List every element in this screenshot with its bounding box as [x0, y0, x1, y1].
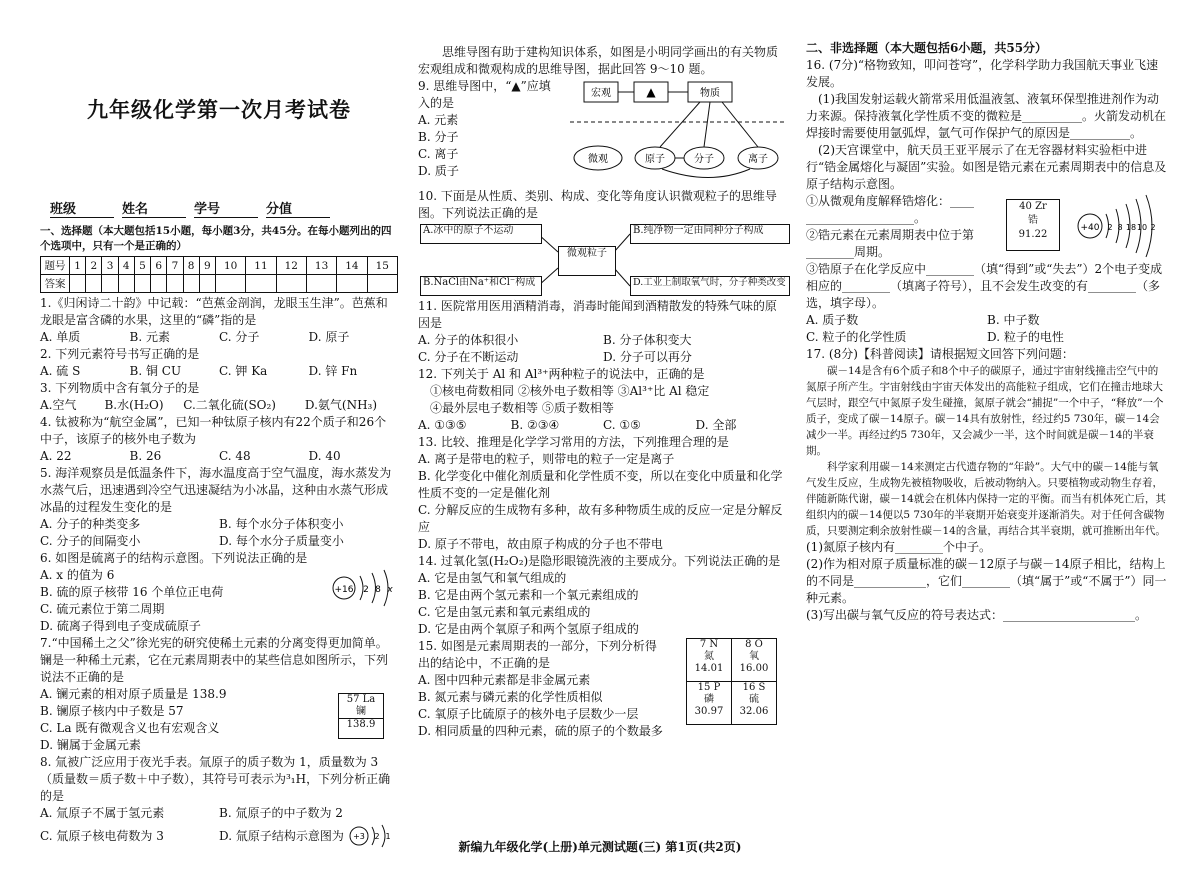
cell-mass: 16.00 — [739, 663, 769, 674]
cell-mass: 91.22 — [1018, 229, 1048, 240]
q16-s2: ②锆元素在元素周期表中位于第________周期。 — [806, 228, 975, 259]
zirconium-atom-diagram — [1076, 193, 1166, 259]
q5-stem: 5. 海洋观察员是低温条件下，海水温度高于空气温度，海水蒸发为水蒸气后，迅速遇到冷空气迅速凝结为小冰晶，这种由水蒸气形成冰晶的过程发生变化的是 — [40, 466, 392, 514]
option[interactable]: B. 化学变化中催化剂质量和化学性质不变，所以在变化中质量和化学性质不变的一定是催化剂 — [418, 469, 783, 500]
nucleus-label: +16 — [334, 585, 354, 595]
q16-s3: ③锆原子在化学反应中________（填“得到”或“失去”）2个电子变成相应的________（填离子符号），且不会发生改变的有________（多选，填字母）。 — [806, 262, 1163, 310]
q16-head: 16. (7分)“格物致知，叩问苍穹”，化学科学助力我国航天事业飞速发展。 — [806, 58, 1159, 89]
column-left — [40, 0, 398, 845]
option[interactable]: A. 质子数 — [806, 313, 859, 327]
shell-label: 2 — [1150, 223, 1156, 232]
nucleus-label: +3 — [353, 832, 365, 841]
option[interactable]: C. 48 — [219, 449, 251, 463]
q17-a2: (2)作为相对原子质量标准的碳－12原子与碳－14原子相比，结构上的不同是____________，它们________（填“属于”或“不属于”）同一种元素。 — [806, 557, 1167, 605]
q15-stem: 15. 如图是元素周期表的一部分，下列分析得出的结论中，不正确的是 — [418, 639, 657, 670]
q4-options — [40, 448, 398, 465]
option[interactable]: D. 镧属于金属元素 — [40, 738, 141, 752]
option[interactable]: B. 硫的原子核带 16 个单位正电荷 — [40, 585, 224, 599]
q16-p2: (2)天宫课堂中，航天员王亚平展示了在无容器材料实验柜中进行“锆金属熔化与凝固”实验。如图是锆元素在元素周期表中的信息及原子结构示意图。 — [806, 143, 1167, 191]
shell-label: 1 — [385, 832, 391, 841]
page-footer: 新编九年级化学(上册)单元测试题(三) 第1页(共2页) — [458, 840, 742, 854]
q5-options — [40, 516, 398, 550]
option[interactable]: A.空气 — [40, 398, 77, 412]
periodic-cell-s — [731, 681, 777, 725]
cell-mass: 30.97 — [694, 706, 724, 717]
option[interactable]: D. 原子 — [308, 330, 350, 344]
table-cell: 1 — [70, 257, 86, 275]
q3-options — [40, 397, 398, 414]
option[interactable]: D.氨气(NH₃) — [304, 398, 378, 412]
concept-map-diagram — [570, 78, 784, 186]
option[interactable]: D. 分子可以再分 — [603, 350, 692, 364]
table-cell: 15 — [367, 257, 397, 275]
cell-mass: 32.06 — [739, 706, 769, 717]
answer-cell[interactable] — [167, 275, 183, 293]
cell-number-symbol: 40 Zr — [1019, 201, 1047, 212]
map-macro-label: 宏观 — [591, 88, 611, 99]
q13-stem: 13. 比较、推理是化学学习常用的方法，下列推理合理的是 — [418, 435, 729, 449]
option[interactable]: A. 氚原子不属于氢元素 — [40, 806, 165, 820]
shell-label: 2 — [363, 585, 369, 595]
q17-head: 17. (8分)【科普阅读】请根据短文回答下列问题： — [806, 347, 1074, 361]
option[interactable]: B. ②③④ — [510, 418, 560, 432]
map-substance-label: 物质 — [700, 88, 720, 99]
q10-stem: 10. 下面是从性质、类别、构成、变化等角度认识微观粒子的思维导图。下列说法正确的是 — [418, 189, 777, 220]
option[interactable]: D. 它是由两个氧原子和两个氢原子组成的 — [418, 622, 639, 636]
answer-cell[interactable] — [151, 275, 167, 293]
q3-stem: 3. 下列物质中含有氧分子的是 — [40, 381, 200, 395]
periodic-cell-o — [731, 638, 777, 682]
option[interactable]: D. 相同质量的四种元素，硫的原子的个数最多 — [418, 724, 663, 738]
q12-stem: 12. 下列关于 Al 和 Al³⁺两种粒子的说法中，正确的是 — [418, 367, 705, 381]
option[interactable]: B. 26 — [129, 449, 162, 463]
answer-table-row — [41, 257, 398, 275]
answer-cell[interactable] — [337, 275, 367, 293]
table-cell: 10 — [215, 257, 245, 275]
q12-options — [418, 417, 788, 434]
cell-name: 氮 — [704, 651, 714, 662]
table-cell: 8 — [183, 257, 199, 275]
option[interactable]: B. 每个水分子体积变小 — [219, 517, 344, 531]
table-cell: 13 — [306, 257, 336, 275]
cell-name: 镧 — [356, 706, 366, 717]
answer-cell[interactable] — [215, 275, 245, 293]
option[interactable]: A. 22 — [40, 449, 72, 463]
option[interactable]: B. 铜 CU — [129, 364, 182, 378]
option[interactable]: B. 它是由两个氢元素和一个氧元素组成的 — [418, 588, 639, 602]
q10-box-c: B.NaCl由Na⁺和Cl⁻构成 — [420, 276, 542, 296]
q16-options — [806, 312, 1168, 346]
shell-label: 2 — [1107, 223, 1113, 232]
nucleus-label: +40 — [1080, 223, 1100, 233]
option[interactable]: B. 氮元素与磷元素的化学性质相似 — [418, 690, 603, 704]
q10-center-node: 微观粒子 — [558, 246, 616, 276]
option[interactable]: C. La 既有微观含义也有宏观含义 — [40, 721, 220, 735]
option[interactable]: C. 粒子的化学性质 — [806, 330, 907, 344]
option[interactable]: C. 氧原子比硫原子的核外电子层数少一层 — [418, 707, 639, 721]
q11-options — [418, 332, 788, 366]
zirconium-cell — [1006, 199, 1060, 251]
table-cell: 6 — [151, 257, 167, 275]
answer-cell[interactable] — [86, 275, 102, 293]
option[interactable]: A. ①③⑤ — [418, 418, 467, 432]
cell-name: 氧 — [749, 651, 759, 662]
answer-cell[interactable] — [306, 275, 336, 293]
cell-name: 磷 — [704, 694, 714, 705]
cell-number-symbol: 15 P — [697, 682, 721, 693]
field-id[interactable]: 学号 — [194, 198, 258, 218]
field-class[interactable]: 班级 — [50, 198, 114, 218]
table-cell: 4 — [118, 257, 134, 275]
table-head-answer: 答案 — [41, 275, 70, 293]
answer-table — [40, 256, 398, 293]
option[interactable]: B. 元素 — [129, 330, 170, 344]
q14-stem: 14. 过氧化氢(H₂O₂)是隐形眼镜洗液的主要成分。下列说法正确的是 — [418, 554, 781, 568]
map-atom-label: 原子 — [645, 154, 665, 165]
cell-number-symbol: 7 N — [699, 639, 719, 650]
option[interactable]: B. 分子 — [418, 130, 459, 144]
lanthanum-cell — [338, 693, 384, 739]
answer-cell[interactable] — [70, 275, 86, 293]
table-cell: 11 — [246, 257, 276, 275]
q16-s1b: __________________。 — [806, 211, 927, 225]
option[interactable]: D. 锌 Fn — [308, 364, 358, 378]
option[interactable]: C. ①⑤ — [603, 418, 641, 432]
periodic-cell-p — [686, 681, 732, 725]
cell-name: 锆 — [1028, 215, 1038, 226]
cell-mass: 138.9 — [339, 718, 383, 731]
option[interactable]: C. 分解反应的生成物有多种，故有多种物质生成的反应一定是分解反应 — [418, 503, 783, 534]
answer-cell[interactable] — [102, 275, 118, 293]
option[interactable]: C. 硫元素位于第二周期 — [40, 602, 165, 616]
option[interactable]: D. 全部 — [695, 418, 737, 432]
field-score[interactable]: 分值 — [266, 198, 330, 218]
option[interactable]: A. 分子的体积很小 — [418, 333, 519, 347]
q10-box-b: B.纯净物一定由同种分子构成 — [630, 224, 790, 244]
map-ion-label: 离子 — [748, 154, 768, 165]
q9-block — [418, 78, 788, 188]
field-name[interactable]: 姓名 — [122, 198, 186, 218]
option[interactable]: A. 单质 — [40, 330, 81, 344]
table-cell: 7 — [167, 257, 183, 275]
option[interactable]: A. 镧元素的相对原子质量是 138.9 — [40, 687, 227, 701]
intro-9-10: 思维导图有助于建构知识体系，如图是小明同学画出的有关物质宏观组成和微观构成的思维导图，据此回答 9～10 题。 — [418, 45, 779, 76]
table-cell: 3 — [102, 257, 118, 275]
answer-table-row — [41, 275, 398, 293]
option[interactable]: A. 离子是带电的粒子，则带电的粒子一定是离子 — [418, 452, 675, 466]
option[interactable]: B. 中子数 — [987, 313, 1040, 327]
q17-a1: (1)氮原子核内有________个中子。 — [806, 540, 991, 554]
option[interactable]: C. 钾 Ka — [219, 364, 268, 378]
q10-mindmap — [418, 222, 788, 298]
cell-name: 硫 — [749, 694, 759, 705]
option[interactable]: C. 离子 — [418, 147, 459, 161]
q1-options — [40, 329, 398, 346]
option[interactable]: A. 分子的种类变多 — [40, 517, 141, 531]
q17-para2: 科学家利用碳－14来测定古代遗存物的“年龄”。大气中的碳－14能与氧气发生反应，生成物先被植物吸收，后被动物纳入。只要植物或动物生存着，伴随新陈代谢，碳－14就会在机体内保持一定的平衡。而当有机体死亡后，其组织内的碳－14便以5 730年的半衰期开始衰变并逐渐消失。对于任何含碳物质，只要测定剩余放射性碳－14的含量，再结合其半衰期，就可推断出年代。 — [806, 461, 1166, 537]
q11-stem: 11. 医院常用医用酒精消毒，消毒时能闻到酒精散发的特殊气味的原因是 — [418, 299, 777, 330]
option[interactable]: D. 40 — [308, 449, 341, 463]
shell-label: 10 — [1136, 223, 1148, 232]
periodic-cell-n — [686, 638, 732, 682]
q6-stem: 6. 如图是硫离子的结构示意图。下列说法正确的是 — [40, 551, 308, 565]
exam-title: 九年级化学第一次月考试卷 — [87, 97, 351, 122]
option[interactable]: D. 原子不带电，故由原子构成的分子也不带电 — [418, 537, 663, 551]
shell-label: x — [387, 585, 393, 595]
q16-sub-block — [806, 193, 1168, 261]
shell-label: 2 — [374, 832, 380, 841]
option[interactable]: D. 质子 — [418, 164, 459, 178]
q10-box-d: D.工业上制取氧气时，分子种类改变 — [630, 276, 790, 296]
q7-stem: 7.“中国稀土之父”徐光宪的研究使稀土元素的分离变得更加简单。镧是一种稀土元素，它在元素周期表中的某些信息如图所示，下列说法不正确的是 — [40, 636, 389, 684]
answer-cell[interactable] — [199, 275, 215, 293]
section2-heading: 二、非选择题（本大题包括6小题，共55分） — [806, 41, 1048, 55]
option[interactable]: A. 硫 S — [40, 364, 81, 378]
q8-block — [40, 754, 398, 845]
q2-options — [40, 363, 398, 380]
cell-number-symbol: 57 La — [346, 694, 376, 705]
option[interactable]: B.水(H₂O) — [104, 398, 164, 412]
option[interactable]: B. 镧原子核内中子数是 57 — [40, 704, 184, 718]
option[interactable]: D. 硫离子得到电子变成硫原子 — [40, 619, 201, 633]
option[interactable]: C.二氧化硫(SO₂) — [183, 398, 276, 412]
answer-cell[interactable] — [183, 275, 199, 293]
option[interactable]: C. 分子在不断运动 — [418, 350, 519, 364]
q12-items: ①核电荷数相同 ②核外电子数相等 ③Al³⁺比 Al 稳定 — [430, 384, 710, 398]
table-head-number: 题号 — [41, 257, 70, 275]
table-cell: 12 — [276, 257, 306, 275]
shell-label: 18 — [1125, 223, 1137, 232]
table-cell: 14 — [337, 257, 367, 275]
option[interactable]: A. 图中四种元素都是非金属元素 — [418, 673, 591, 687]
shell-label: 8 — [375, 585, 381, 595]
q16-p1: (1)我国发射运载火箭常采用低温液氢、液氧环保型推进剂作为动力来源。保持液氧化学性质不变的微粒是__________。火箭发动机在焊接时需要使用氩弧焊，氩气可作保护气的原因是__________。 — [806, 92, 1167, 140]
option[interactable]: A. x 的值为 6 — [40, 568, 115, 582]
option[interactable]: C. 氚原子核电荷数为 3 — [40, 829, 164, 843]
shell-label: 8 — [1117, 223, 1123, 232]
q17-a3: (3)写出碳与氧气反应的符号表达式：______________________。 — [806, 608, 1147, 622]
option[interactable]: C. 分子的间隔变小 — [40, 534, 141, 548]
table-cell: 5 — [134, 257, 150, 275]
answer-cell[interactable] — [134, 275, 150, 293]
option[interactable]: D. 氚原子结构示意图为 — [219, 829, 344, 843]
option[interactable]: C. 它是由氢元素和氧元素组成的 — [418, 605, 591, 619]
answer-cell[interactable] — [367, 275, 397, 293]
option[interactable]: C. 分子 — [219, 330, 260, 344]
option[interactable]: B. 氚原子的中子数为 2 — [219, 806, 343, 820]
q12-items-2: ④最外层电子数相等 ⑤质子数相等 — [430, 401, 614, 415]
section1-heading: 一、选择题（本大题包括15小题，每小题3分，共45分。在每小题列出的四个选项中，只有一个是正确的） — [40, 225, 392, 252]
map-micro-label: 微观 — [588, 154, 608, 165]
cell-number-symbol: 8 O — [745, 639, 763, 650]
student-info-fields — [50, 198, 398, 218]
answer-cell[interactable] — [246, 275, 276, 293]
option[interactable]: A. 它是由氢气和氧气组成的 — [418, 571, 567, 585]
table-cell: 2 — [86, 257, 102, 275]
option[interactable]: D. 每个水分子质量变小 — [219, 534, 344, 548]
answer-cell[interactable] — [276, 275, 306, 293]
answer-cell[interactable] — [118, 275, 134, 293]
table-cell: 9 — [199, 257, 215, 275]
q10-box-a: A.冰中的原子不运动 — [420, 224, 542, 244]
q16-s1: ①从微观角度解释锆熔化：____ — [806, 194, 975, 208]
option[interactable]: A. 元素 — [418, 113, 459, 127]
map-triangle-label: ▲ — [646, 85, 656, 99]
option[interactable]: D. 粒子的电性 — [987, 330, 1064, 344]
sulfur-ion-diagram — [330, 568, 396, 608]
q9-stem: 9. 思维导图中，“▲”应填入的是 — [418, 79, 551, 110]
cell-number-symbol: 16 S — [742, 682, 766, 693]
q8-stem: 8. 氚被广泛应用于夜光手表。氚原子的质子数为 1，质量数为 3（质量数＝质子数＋中子数），其符号可表示为³₁H，下列分析正确的是 — [40, 755, 391, 803]
column-right — [806, 0, 1168, 624]
q6-block — [40, 550, 398, 635]
q1-stem: 1.《归闲诗二十韵》中记载：“芭蕉金剖润，龙眼玉生津”。芭蕉和龙眼是富含磷的水果，这里的“磷”指的是 — [40, 296, 388, 327]
q17-para1: 碳－14是含有6个质子和8个中子的碳原子，通过宇宙射线撞击空气中的氮原子所产生。宇宙射线由宇宙天体发出的高能粒子组成，它们在撞击地球大气层时，跟空气中氮原子发生碰撞，氮原子就会“捕捉”一个中子，“释放”一个质子，变成了碳－14原子。碳－14具有放射性，经过约5 730年，碳－14会减少一半。再经过约5 730年，又会减少一半，这个时间就是碳－14的半衰期。 — [806, 365, 1164, 457]
cell-mass: 14.01 — [694, 663, 724, 674]
map-molecule-label: 分子 — [694, 154, 714, 165]
q4-stem: 4. 钛被称为“航空金属”，已知一种钛原子核内有22个质子和26个中子，该原子的核外电子数为 — [40, 415, 387, 446]
column-middle — [418, 0, 788, 740]
option[interactable]: B. 分子体积变大 — [603, 333, 692, 347]
q15-block — [418, 638, 788, 740]
q7-block — [40, 635, 398, 754]
q2-stem: 2. 下列元素符号书写正确的是 — [40, 347, 200, 361]
